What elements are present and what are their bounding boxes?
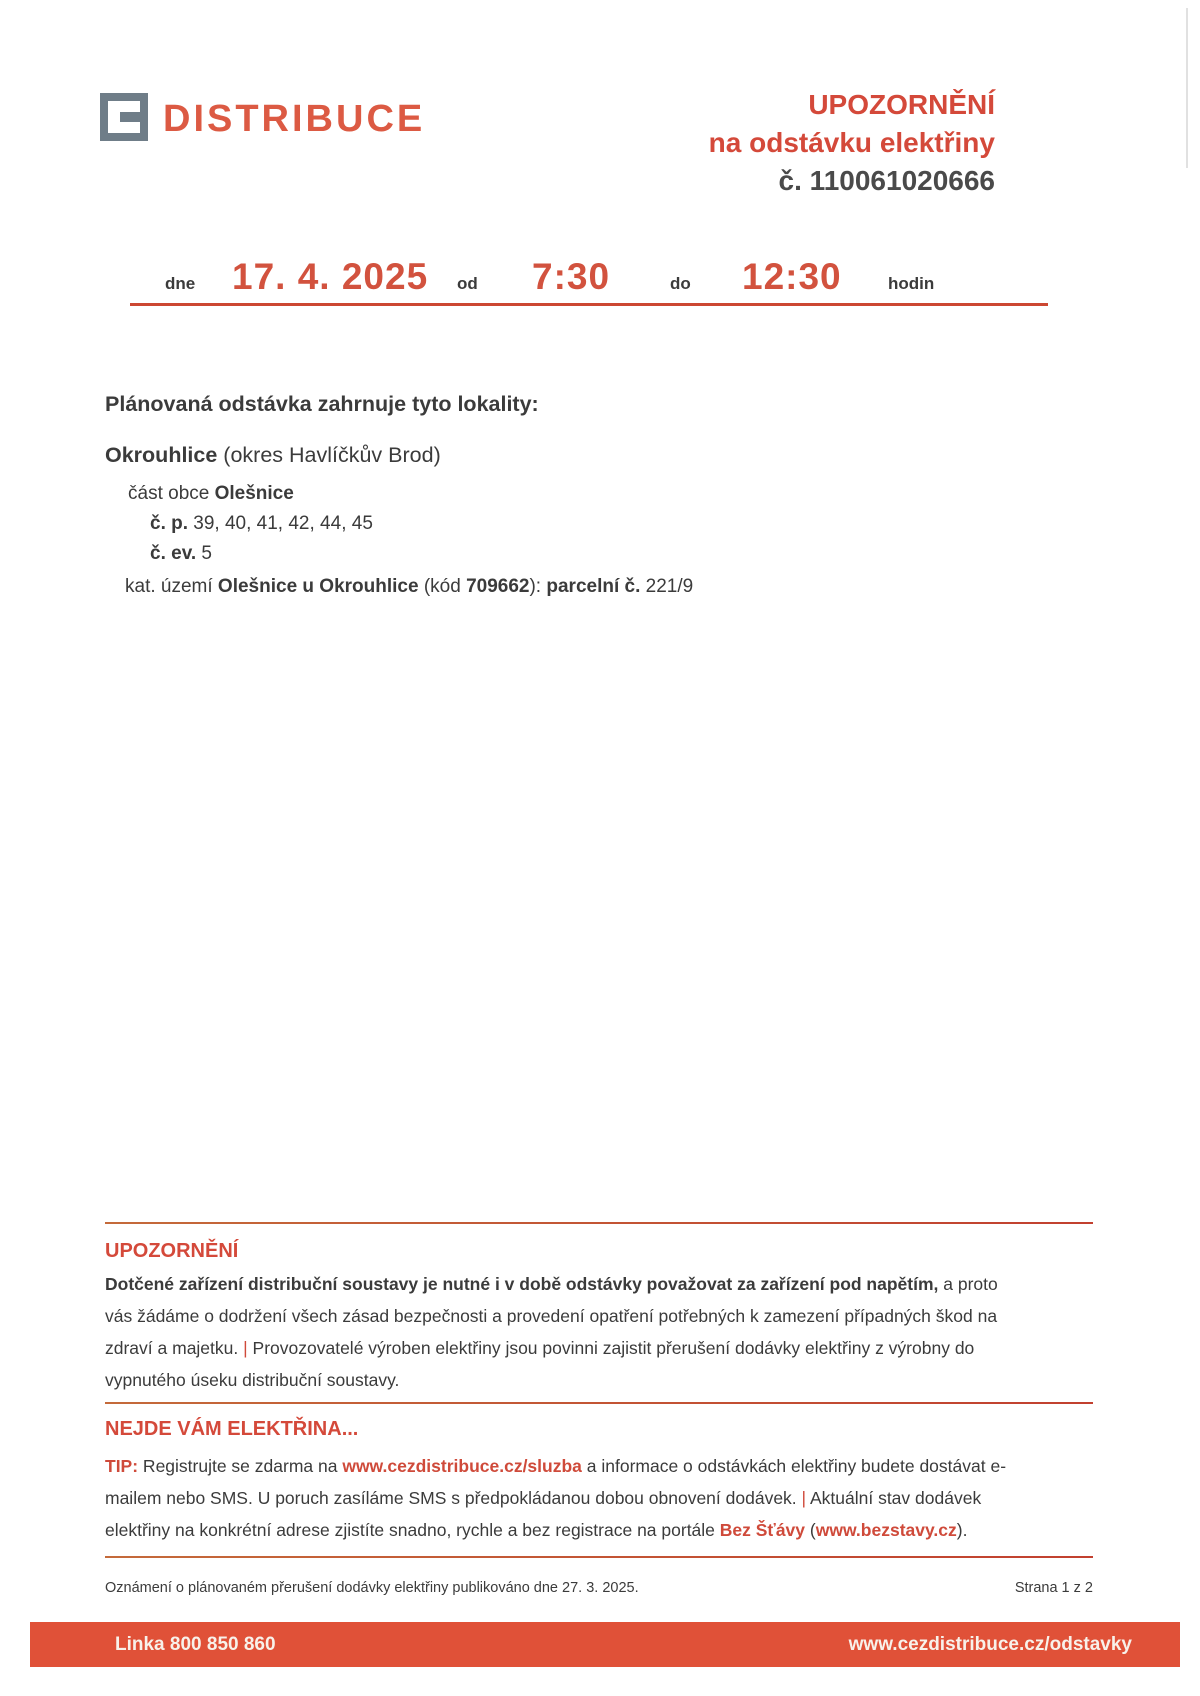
municipality-name: Okrouhlice: [105, 443, 218, 467]
footer-bar: [30, 1622, 1180, 1667]
village-part-label: část obce: [128, 483, 215, 504]
warning-heading: UPOZORNĚNÍ: [105, 1240, 239, 1262]
notice-subtitle: na odstávku elektřiny: [708, 127, 995, 158]
divider-warning: [105, 1222, 1093, 1224]
brand-name: DISTRIBUCE: [163, 98, 426, 140]
tip-separator: |: [801, 1488, 807, 1508]
kat-prefix: kat. území: [125, 576, 218, 597]
time-from: 7:30: [532, 256, 611, 297]
label-hodin: hodin: [888, 274, 935, 293]
no-power-heading: NEJDE VÁM ELEKTŘINA...: [105, 1418, 359, 1440]
notice-number: č. 110061020666: [778, 165, 995, 196]
footer-phone: Linka 800 850 860: [115, 1633, 276, 1655]
warning-lead-bold: Dotčené zařízení distribuční soustavy je nutné i v době odstávky považovat za zařízení pod napětím,: [105, 1274, 939, 1294]
localities-heading: Plánovaná odstávka zahrnuje tyto lokality:: [105, 392, 539, 416]
label-do: do: [670, 274, 691, 293]
label-dne: dne: [165, 274, 196, 293]
tip-seg4: (: [805, 1520, 816, 1540]
notice-title-block: [709, 86, 995, 200]
warning-paragraph: [105, 1268, 1015, 1396]
link-bezstavy-url: www.bezstavy.cz: [815, 1520, 957, 1540]
tip-seg2: a informace o odstávkách elektřiny budete dostávat e-mailem nebo SMS. U poruch zasíláme SMS s předpokládanou dobou obnovení dodávek.: [105, 1456, 1007, 1508]
ev-numbers-line: [150, 543, 212, 565]
schedule-underline: [130, 303, 1048, 306]
cez-logo-glyph: [108, 101, 140, 133]
cadastral-line: [125, 576, 693, 598]
cev-values: 5: [196, 543, 212, 564]
schedule-row: [0, 250, 1200, 312]
no-power-paragraph: [105, 1450, 1015, 1546]
house-numbers-line: [150, 513, 373, 535]
parcel-label: parcelní č.: [546, 576, 641, 597]
footnote-row: [105, 1580, 1093, 1596]
village-part-line: [128, 483, 294, 505]
tip-seg1: Registrujte se zdarma na: [138, 1456, 343, 1476]
cev-label: č. ev.: [150, 543, 197, 564]
divider-footnote: [105, 1556, 1093, 1558]
warning-tail: Provozovatelé výroben elektřiny jsou povinni zajistit přerušení dodávky elektřiny z výrobny do vypnutého úseku distribuční soustavy.: [105, 1338, 975, 1390]
parcel-values: 221/9: [640, 576, 694, 597]
page-number: Strana 1 z 2: [1014, 1580, 1093, 1596]
municipality-line: [105, 443, 441, 468]
cp-values: 39, 40, 41, 42, 44, 45: [188, 513, 373, 534]
notice-title: UPOZORNĚNÍ: [808, 89, 995, 120]
warning-separator: |: [243, 1338, 248, 1358]
label-od: od: [457, 274, 478, 293]
village-part-name: Olešnice: [214, 483, 294, 504]
tip-seg3: Aktuální stav dodávek elektřiny na konkrétní adrese zjistíte snadno, rychle a bez registrace na portále: [105, 1488, 982, 1540]
kat-mid: (kód: [418, 576, 467, 597]
warning-after-bold: a proto vás žádáme o dodržení všech zásad bezpečnosti a provedení opatření potřebných k zamezení případných škod na zdraví a majetku.: [105, 1274, 998, 1358]
publication-note: Oznámení o plánovaném přerušení dodávky elektřiny publikováno dne 27. 3. 2025.: [105, 1580, 639, 1596]
footer-url: www.cezdistribuce.cz/odstavky: [848, 1633, 1132, 1655]
kat-after: ):: [529, 576, 547, 597]
kat-code: 709662: [466, 576, 530, 597]
link-bezstavy-name: Bez Šťávy: [719, 1520, 806, 1540]
tip-seg5: ).: [956, 1520, 968, 1540]
kat-name: Olešnice u Okrouhlice: [217, 576, 419, 597]
cez-logo-bar: [120, 112, 140, 122]
tip-label: TIP:: [105, 1456, 139, 1476]
cp-label: č. p.: [150, 513, 189, 534]
cez-logo: [100, 93, 148, 141]
outage-date: 17. 4. 2025: [232, 256, 429, 297]
link-cezdistribuce-sluzba: www.cezdistribuce.cz/sluzba: [342, 1456, 582, 1476]
divider-no-power: [105, 1402, 1093, 1404]
municipality-district: (okres Havlíčkův Brod): [217, 443, 441, 467]
time-to: 12:30: [742, 256, 842, 297]
scan-artifact-line: [1186, 8, 1188, 168]
